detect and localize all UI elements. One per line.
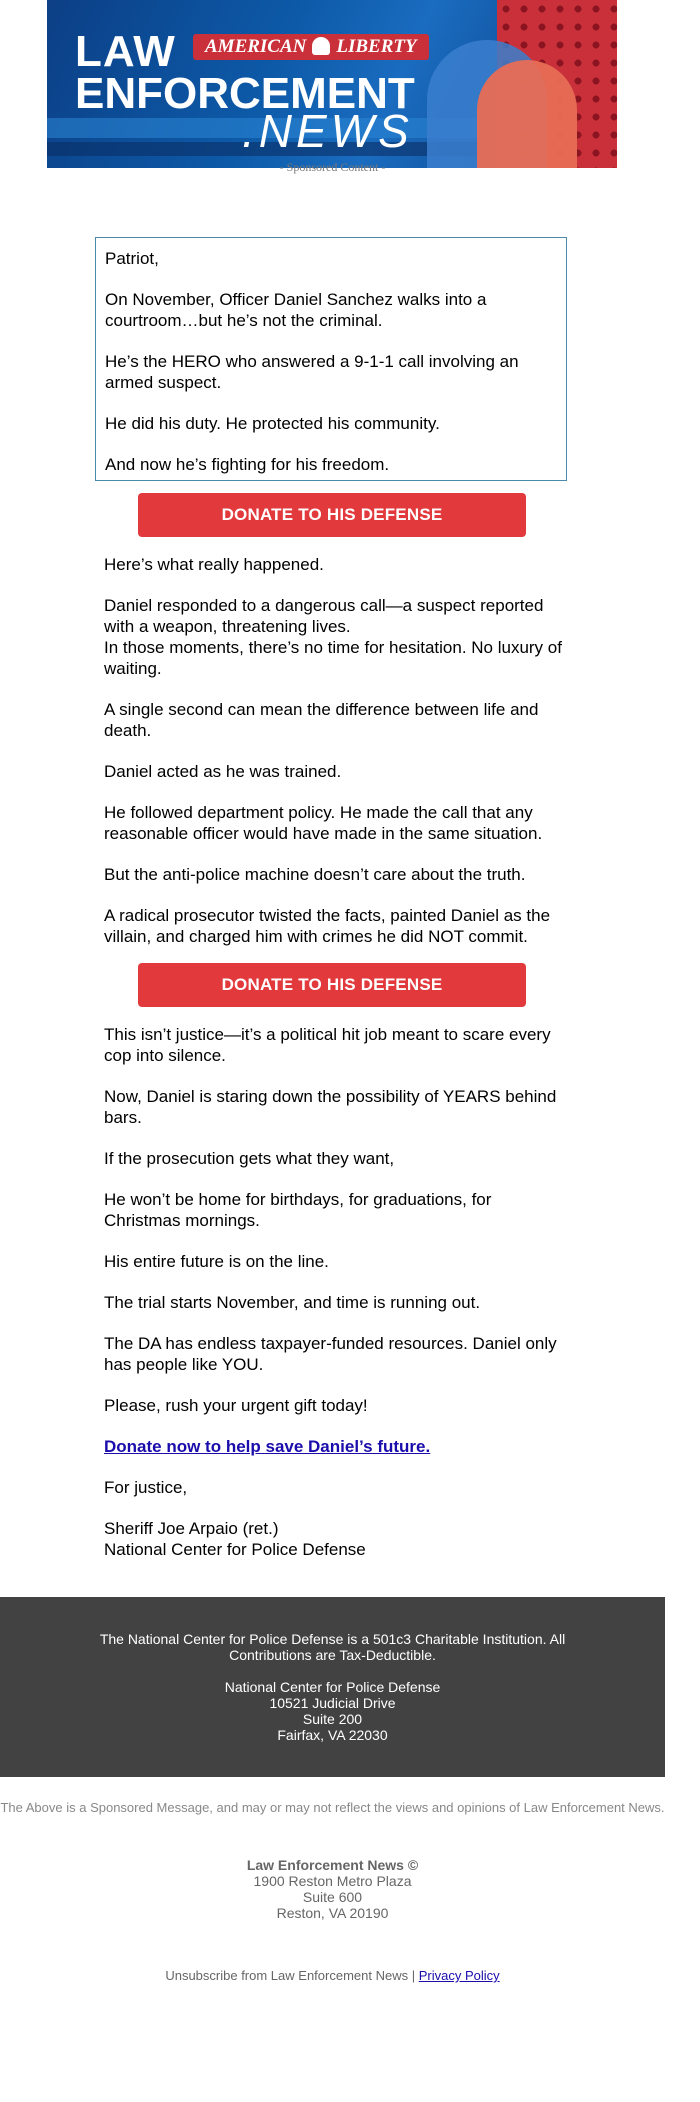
officer-silhouette [477, 60, 577, 168]
charity-statement: The National Center for Police Defense is a 501c3 Charitable Institution. All Contributions are Tax-Deductible. [99, 1631, 566, 1663]
org-street: 10521 Judicial Drive [269, 1695, 396, 1711]
story-paragraph: Here’s what really happened. [104, 555, 324, 574]
logo-line-law: LAW [75, 27, 176, 76]
charity-footer [0, 1597, 665, 1777]
separator: | [411, 1968, 416, 1983]
story-paragraph: A radical prosecutor twisted the facts, painted Daniel as the villain, and charged him with crimes he did NOT commit. [104, 906, 551, 946]
appeal-paragraph: The DA has endless taxpayer-funded resources. Daniel only has people like YOU. [104, 1334, 557, 1374]
donate-link-paragraph [104, 1436, 564, 1457]
sponsored-disclaimer: The Above is a Sponsored Message, and may or may not reflect the views and opinions of Law Enforcement News. [0, 1800, 665, 1815]
ribbon-right-text: LIBERTY [336, 36, 417, 57]
story-line: In those moments, there’s no time for hesitation. No luxury of waiting. [104, 638, 562, 678]
appeal-paragraph: His entire future is on the line. [104, 1252, 329, 1271]
liberty-bell-icon [312, 37, 330, 55]
donate-link[interactable]: Donate now to help save Daniel’s future. [104, 1437, 431, 1456]
signature [104, 1518, 564, 1560]
story-paragraph: A single second can mean the difference between life and death. [104, 700, 539, 740]
unsubscribe-link[interactable]: Unsubscribe from Law Enforcement News [165, 1968, 409, 1983]
intro-paragraph: And now he’s fighting for his freedom. [105, 455, 390, 474]
org-city: Fairfax, VA 22030 [277, 1727, 388, 1743]
logo-line-news: .NEWS [242, 105, 413, 157]
story-paragraph [104, 595, 564, 679]
appeal-paragraph: This isn’t justice—it’s a political hit job meant to scare every cop into silence. [104, 1025, 551, 1065]
signature-name: Sheriff Joe Arpaio (ret.) [104, 1519, 279, 1538]
donate-button[interactable]: DONATE TO HIS DEFENSE [138, 493, 526, 537]
org-suite: Suite 200 [302, 1711, 363, 1727]
appeal-paragraph: The trial starts November, and time is running out. [104, 1293, 481, 1312]
signature-org: National Center for Police Defense [104, 1540, 366, 1559]
appeal-paragraph: If the prosecution gets what they want, [104, 1149, 395, 1168]
appeal-paragraph: Please, rush your urgent gift today! [104, 1396, 368, 1415]
intro-paragraph: On November, Officer Daniel Sanchez walks into a courtroom…but he’s not the criminal. [105, 290, 487, 330]
salutation: Patriot, [105, 249, 159, 268]
intro-paragraph: He did his duty. He protected his community. [105, 414, 440, 433]
ribbon-left-text: AMERICAN [205, 36, 307, 57]
closing: For justice, [104, 1478, 188, 1497]
publisher-suite: Suite 600 [302, 1889, 363, 1905]
sponsored-label: - Sponsored Content - [279, 160, 386, 174]
privacy-policy-link[interactable]: Privacy Policy [418, 1968, 500, 1983]
american-liberty-ribbon [193, 34, 429, 60]
story-paragraph: But the anti-police machine doesn’t care about the truth. [104, 865, 526, 884]
donate-button[interactable]: DONATE TO HIS DEFENSE [138, 963, 526, 1007]
story-paragraph: He followed department policy. He made the call that any reasonable officer would have made in the same situation. [104, 803, 543, 843]
header-banner [47, 0, 617, 168]
story-paragraph: Daniel acted as he was trained. [104, 762, 342, 781]
intro-paragraph: He’s the HERO who answered a 9-1-1 call involving an armed suspect. [105, 352, 519, 392]
intro-box [95, 237, 567, 481]
org-name: National Center for Police Defense [224, 1679, 441, 1695]
unsubscribe-row [0, 1968, 665, 1983]
publisher-address [0, 1857, 665, 1921]
logo-line-enforcement: ENFORCEMENT [75, 69, 415, 118]
appeal-paragraph: He won’t be home for birthdays, for graduations, for Christmas mornings. [104, 1190, 492, 1230]
org-address [0, 1679, 665, 1743]
story-line: Daniel responded to a dangerous call—a suspect reported with a weapon, threatening lives. [104, 596, 544, 636]
publisher-street: 1900 Reston Metro Plaza [253, 1873, 412, 1889]
publisher-name: Law Enforcement News © [246, 1857, 419, 1873]
appeal-section [104, 1024, 564, 1580]
appeal-paragraph: Now, Daniel is staring down the possibility of YEARS behind bars. [104, 1087, 557, 1127]
story-section [104, 554, 564, 967]
publisher-city: Reston, VA 20190 [276, 1905, 389, 1921]
